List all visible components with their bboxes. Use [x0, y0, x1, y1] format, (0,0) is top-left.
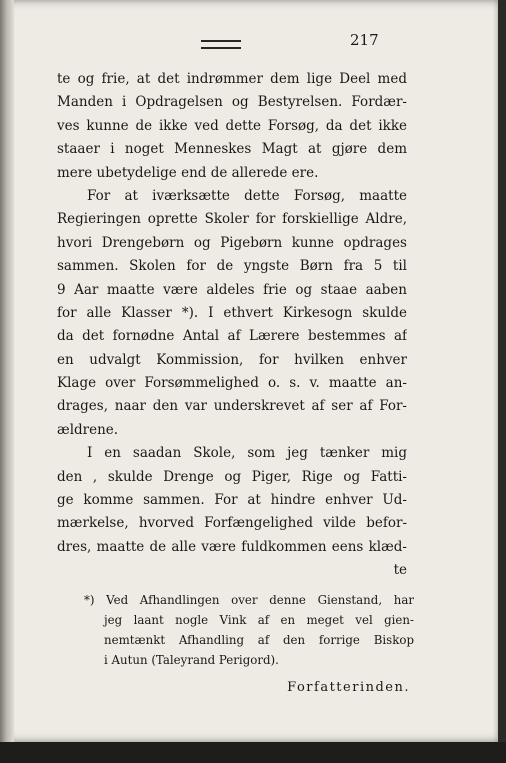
- text-line: ældrene.: [57, 421, 119, 438]
- signature: Forfatterinden.: [287, 680, 410, 695]
- text-line: For at iværksætte dette Forsøg, maatte: [87, 187, 407, 204]
- text-line: ves kunne de ikke ved dette Forsøg, da det ikke: [57, 117, 407, 134]
- footnote-line: jeg laant nogle Vink af en meget vel gien-: [104, 613, 414, 627]
- text-line: en udvalgt Kommission, for hvilken enhver: [57, 351, 407, 368]
- text-line: den , skulde Drenge og Piger, Rige og Fatti-: [57, 468, 407, 485]
- text-line: Klage over Forsømmelighed o. s. v. maatte an-: [57, 375, 407, 392]
- text-line: te og frie, at det indrømmer dem lige Deel med: [57, 71, 407, 87]
- footnote-line: nemtænkt Afhandling af den forrige Biskop: [104, 633, 414, 647]
- text-line: 9 Aar maatte være aldeles frie og staae aaben: [57, 281, 407, 298]
- text-line: hvori Drengebørn og Pigebørn kunne opdrages: [57, 234, 407, 251]
- body-text: [57, 68, 407, 583]
- text-line: mærkelse, hvorved Forfængelighed vilde befor-: [57, 515, 407, 532]
- text-line: drages, naar den var underskrevet af ser af For-: [57, 398, 407, 415]
- footnote-line: *) Ved Afhandlingen over denne Gienstand, har: [84, 593, 414, 607]
- text-line: da det fornødne Antal af Lærere bestemmes af: [57, 328, 407, 345]
- text-line: I en saadan Skole, som jeg tænker mig: [87, 445, 407, 462]
- footnote-line: i Autun (Taleyrand Perigord).: [104, 653, 279, 667]
- footnote: [82, 590, 414, 670]
- scan-background-edge: [0, 742, 506, 763]
- text-line: dres, maatte de alle være fuldkommen eens klæd-: [57, 538, 407, 555]
- catchword: te: [393, 562, 407, 579]
- text-line: mere ubetydelige end de allerede ere.: [57, 164, 319, 181]
- text-line: ge komme sammen. For at hindre enhver Ud-: [57, 492, 407, 509]
- text-line: for alle Klasser *). I ethvert Kirkesogn skulde: [57, 304, 407, 321]
- text-line: Manden i Opdragelsen og Bestyrelsen. Fordær-: [57, 94, 407, 111]
- text-line: staaer i noget Menneskes Magt at gjøre dem: [57, 141, 407, 158]
- page-number: 217: [350, 31, 379, 49]
- text-line: sammen. Skolen for de yngste Børn fra 5 til: [57, 258, 407, 275]
- header-double-rule: [201, 40, 241, 49]
- text-line: Regieringen oprette Skoler for forskiellige Aldre,: [57, 211, 407, 228]
- book-spine-shadow: [0, 0, 14, 742]
